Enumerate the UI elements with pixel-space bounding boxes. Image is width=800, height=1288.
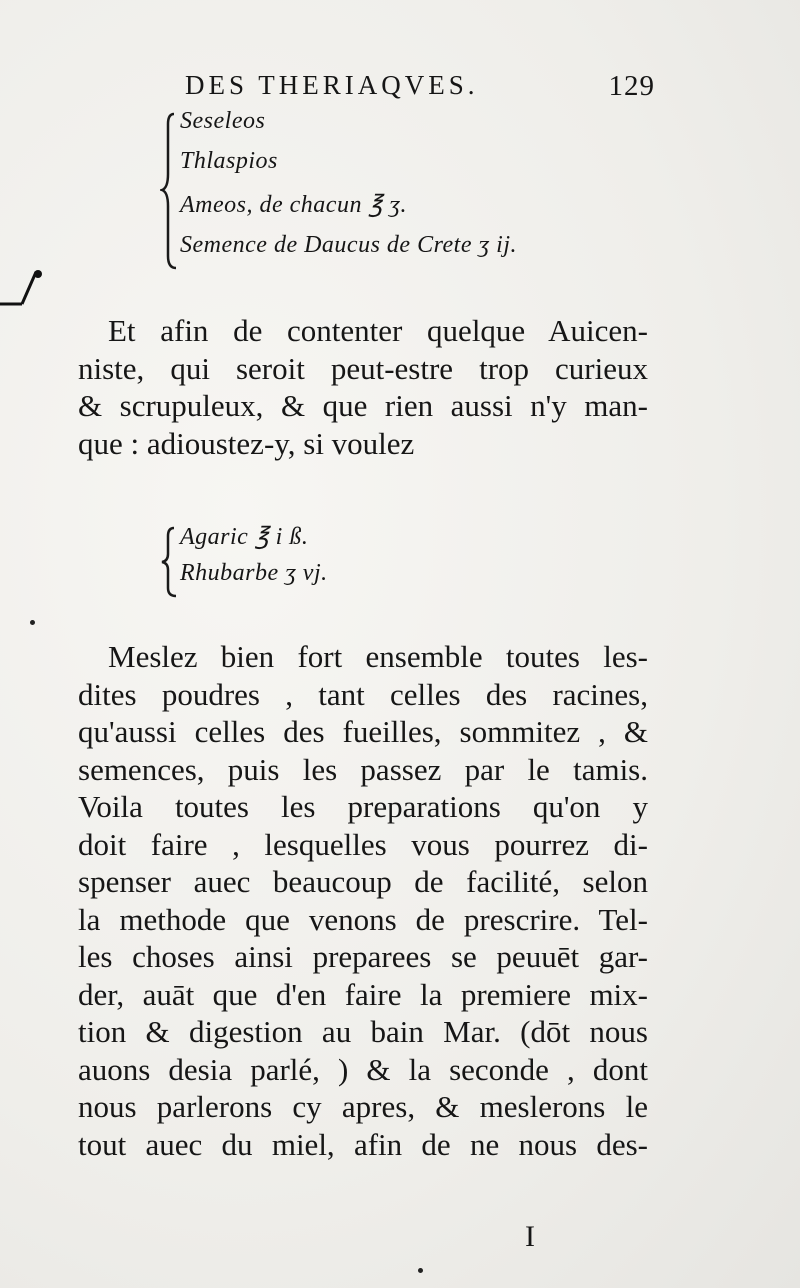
text-line: dites poudres , tant celles des racines, xyxy=(78,676,648,712)
text-line: Voila toutes les preparations qu'on y xyxy=(78,789,648,824)
brace-icon xyxy=(160,112,180,272)
recipe-line: Ameos, de chacun ℥ ʒ. xyxy=(180,192,407,218)
recipe-line: Agaric ℥ i ß. xyxy=(180,524,309,550)
text-line: Et afin de contenter quelque Auicen- xyxy=(108,313,648,348)
text-line: tion & digestion au bain Mar. (dōt nous xyxy=(78,1014,648,1049)
text-line: nous parlerons cy apres, & meslerons le xyxy=(78,1089,648,1124)
text-line: la methode que venons de prescrire. Tel- xyxy=(78,901,648,937)
text-line: der, auāt que d'en faire la premiere mix- xyxy=(78,976,648,1012)
running-title: DES THERIAQVES. xyxy=(185,70,479,100)
text-line: Meslez bien fort ensemble toutes les- xyxy=(108,639,648,674)
text-line: qu'aussi celles des fueilles, sommitez , & xyxy=(78,714,648,749)
page-number: 129 xyxy=(608,70,655,102)
text-line: tout auec du miel, afin de ne nous des- xyxy=(78,1126,648,1162)
ink-speck xyxy=(30,620,35,625)
running-header xyxy=(185,70,655,106)
text-line: les choses ainsi preparees se peuuēt gar- xyxy=(78,939,648,974)
text-line: auons desia parlé, ) & la seconde , dont xyxy=(78,1051,648,1087)
text-line: niste, qui seroit peut-estre trop curieux xyxy=(78,350,648,386)
paragraph-2 xyxy=(78,638,648,1163)
text-line: spenser auec beaucoup de facilité, selon xyxy=(78,864,648,899)
text-line: semences, puis les passez par le tamis. xyxy=(78,751,648,787)
paragraph-1 xyxy=(78,312,648,462)
brace-icon xyxy=(160,526,180,598)
recipe-line: Seseleos xyxy=(180,108,266,134)
recipe-line: Semence de Daucus de Crete ʒ ij. xyxy=(180,232,517,258)
signature-mark: I xyxy=(525,1220,535,1253)
text-line: doit faire , lesquelles vous pourrez di- xyxy=(78,826,648,862)
margin-ink-mark xyxy=(0,268,60,318)
ink-speck xyxy=(418,1268,423,1273)
recipe-line: Thlaspios xyxy=(180,148,278,174)
recipe-line: Rhubarbe ʒ vj. xyxy=(180,560,328,586)
text-line: & scrupuleux, & que rien aussi n'y man- xyxy=(78,388,648,423)
text-line: que : adioustez-y, si voulez xyxy=(78,425,415,461)
